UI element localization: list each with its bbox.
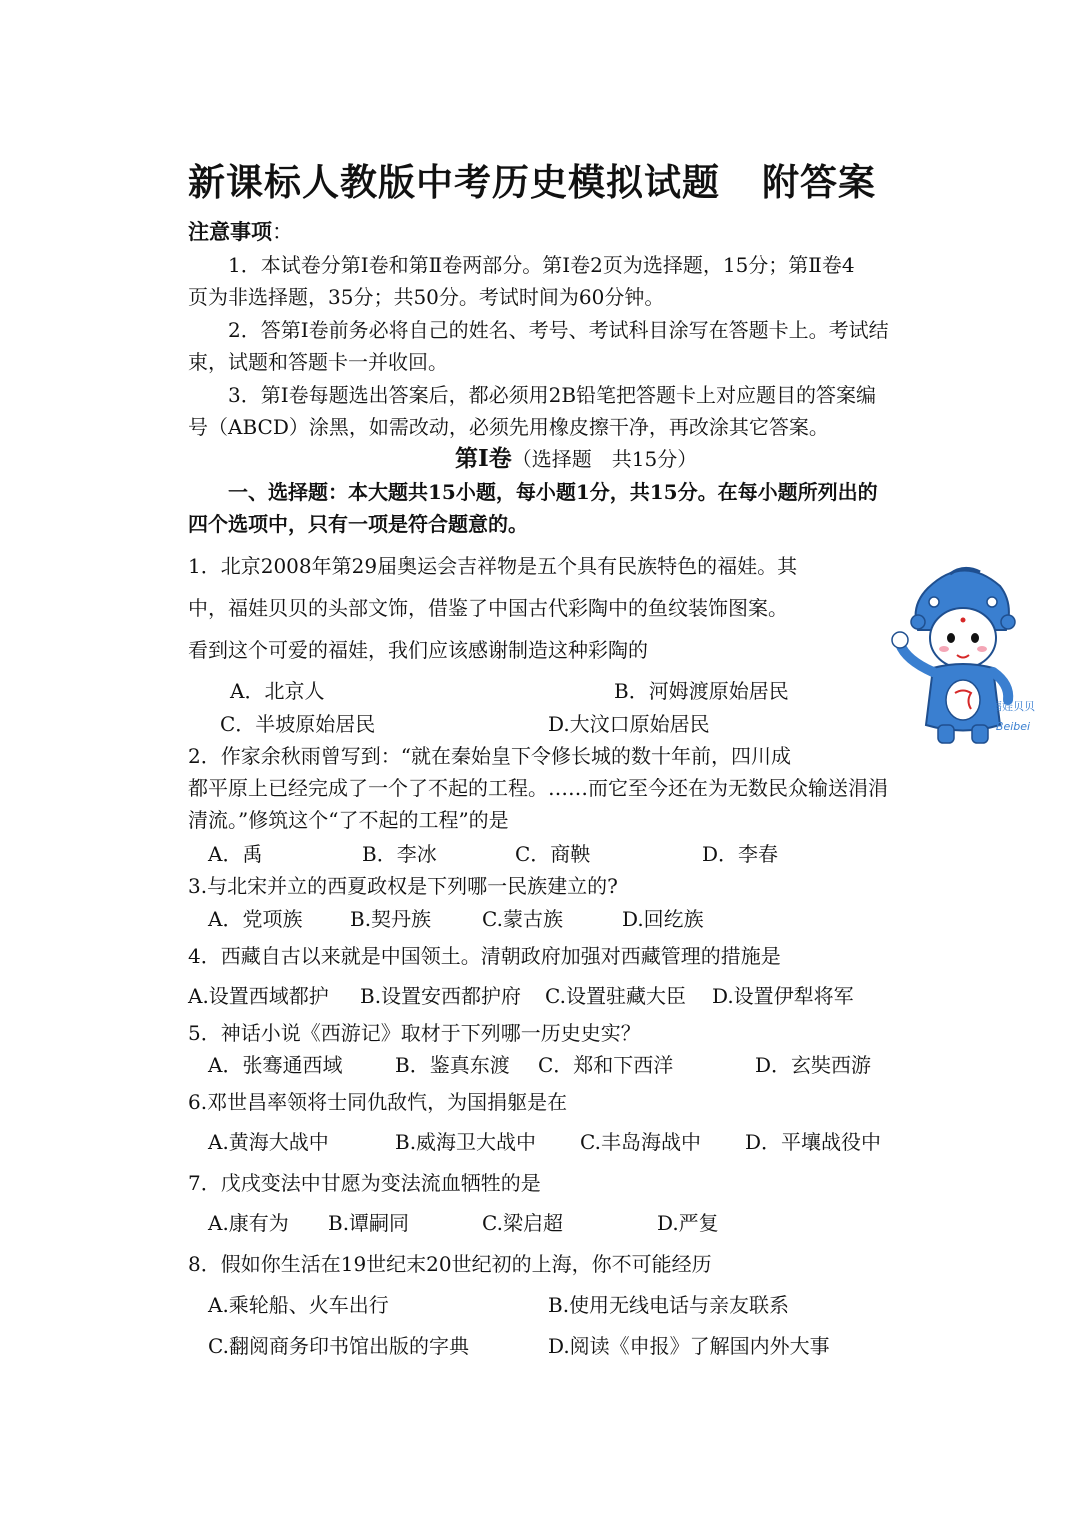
q7-text: 7．戊戌变法中甘愿为变法流血牺牲的是 xyxy=(188,1171,541,1195)
q8-text: 8．假如你生活在19世纪末20世纪初的上海，你不可能经历 xyxy=(188,1252,712,1276)
q1-option-d: D.大汶口原始居民 xyxy=(548,712,710,736)
q7-option-b: B.谭嗣同 xyxy=(328,1211,410,1235)
mascot-icon xyxy=(888,560,1038,750)
section-heading-sub: （选择题 共15分） xyxy=(511,447,698,471)
q4-text: 4．西藏自古以来就是中国领土。清朝政府加强对西藏管理的措施是 xyxy=(188,944,781,968)
mascot-caption: 福娃贝贝 xyxy=(991,700,1035,713)
notice-heading-colon: ： xyxy=(272,220,293,244)
q8-option-d: D.阅读《申报》了解国内外大事 xyxy=(548,1334,830,1358)
q6-option-c: C.丰岛海战中 xyxy=(580,1130,701,1154)
q7-option-d: D.严复 xyxy=(657,1211,719,1235)
q1-line-1: 1．北京2008年第29届奥运会吉祥物是五个具有民族特色的福娃。其 xyxy=(188,554,798,578)
section-instruction-1: 一、选择题：本大题共15小题，每小题1分，共15分。在每小题所列出的 xyxy=(228,480,878,504)
title-suffix: 附答案 xyxy=(762,160,876,204)
q5-option-c: C．郑和下西洋 xyxy=(538,1053,674,1077)
q4-option-b: B.设置安西都护府 xyxy=(360,984,522,1008)
notice-line-2: 页为非选择题，35分；共50分。考试时间为60分钟。 xyxy=(188,285,665,309)
q2-option-b: B．李冰 xyxy=(362,842,437,866)
q8-option-c: C.翻阅商务印书馆出版的字典 xyxy=(208,1334,469,1358)
page-title xyxy=(188,160,876,204)
q3-text: 3.与北宋并立的西夏政权是下列哪一民族建立的? xyxy=(188,874,618,898)
q6-option-b: B.威海卫大战中 xyxy=(395,1130,537,1154)
q2-option-c: C．商鞅 xyxy=(515,842,591,866)
mascot-caption-en: Beibei xyxy=(995,720,1031,733)
q2-option-d: D．李春 xyxy=(702,842,779,866)
q4-option-a: A.设置西域都护 xyxy=(188,984,329,1008)
q6-text: 6.邓世昌率领将士同仇敌忾，为国捐躯是在 xyxy=(188,1090,568,1114)
q4-option-d: D.设置伊犁将军 xyxy=(712,984,854,1008)
q3-option-a: A．党项族 xyxy=(208,907,303,931)
notice-line-5: 3．第Ⅰ卷每题选出答案后，都必须用2B铅笔把答题卡上对应题目的答案编 xyxy=(228,383,877,407)
q8-option-a: A.乘轮船、火车出行 xyxy=(208,1293,389,1317)
section-heading-text: 第Ⅰ卷 xyxy=(455,445,512,472)
title-main: 新课标人教版中考历史模拟试题 xyxy=(188,160,720,204)
q5-option-b: B．鉴真东渡 xyxy=(395,1053,510,1077)
q5-option-a: A．张骞通西域 xyxy=(208,1053,343,1077)
q1-option-c: C．半坡原始居民 xyxy=(220,712,376,736)
q2-line-1: 2．作家余秋雨曾写到：“就在秦始皇下令修长城的数十年前，四川成 xyxy=(188,744,791,768)
q2-option-a: A．禹 xyxy=(208,842,263,866)
q6-option-d: D．平壤战役中 xyxy=(745,1130,882,1154)
q2-line-3: 清流。”修筑这个“了不起的工程”的是 xyxy=(188,808,509,832)
notice-heading-text: 注意事项 xyxy=(188,219,272,244)
q6-option-a: A.黄海大战中 xyxy=(208,1130,329,1154)
mascot-beibei-image xyxy=(888,560,1038,750)
q3-option-d: D.回纥族 xyxy=(622,907,704,931)
notice-line-6: 号（ABCD）涂黑，如需改动，必须先用橡皮擦干净，再改涂其它答案。 xyxy=(188,415,829,439)
q7-option-a: A.康有为 xyxy=(208,1211,289,1235)
q7-option-c: C.梁启超 xyxy=(482,1211,563,1235)
section-instruction-2: 四个选项中，只有一项是符合题意的。 xyxy=(188,512,528,536)
q2-line-2: 都平原上已经完成了一个了不起的工程。……而它至今还在为无数民众输送涓涓 xyxy=(188,776,888,800)
q1-option-a: A．北京人 xyxy=(230,679,325,703)
notice-line-3: 2．答第Ⅰ卷前务必将自己的姓名、考号、考试科目涂写在答题卡上。考试结 xyxy=(228,318,889,342)
section-heading xyxy=(455,447,697,471)
q5-option-d: D．玄奘西游 xyxy=(755,1053,872,1077)
q5-text: 5．神话小说《西游记》取材于下列哪一历史史实？ xyxy=(188,1021,641,1045)
q3-option-c: C.蒙古族 xyxy=(482,907,563,931)
q3-option-b: B.契丹族 xyxy=(350,907,432,931)
q8-option-b: B.使用无线电话与亲友联系 xyxy=(548,1293,790,1317)
notice-line-4: 束，试题和答题卡一并收回。 xyxy=(188,350,448,374)
q1-line-2: 中，福娃贝贝的头部文饰，借鉴了中国古代彩陶中的鱼纹装饰图案。 xyxy=(188,596,788,620)
notice-heading xyxy=(188,220,293,244)
notice-line-1: 1．本试卷分第Ⅰ卷和第Ⅱ卷两部分。第Ⅰ卷2页为选择题，15分；第Ⅱ卷4 xyxy=(228,253,855,277)
q1-line-3: 看到这个可爱的福娃，我们应该感谢制造这种彩陶的 xyxy=(188,638,648,662)
q1-option-b: B．河姆渡原始居民 xyxy=(614,679,789,703)
q4-option-c: C.设置驻藏大臣 xyxy=(545,984,686,1008)
